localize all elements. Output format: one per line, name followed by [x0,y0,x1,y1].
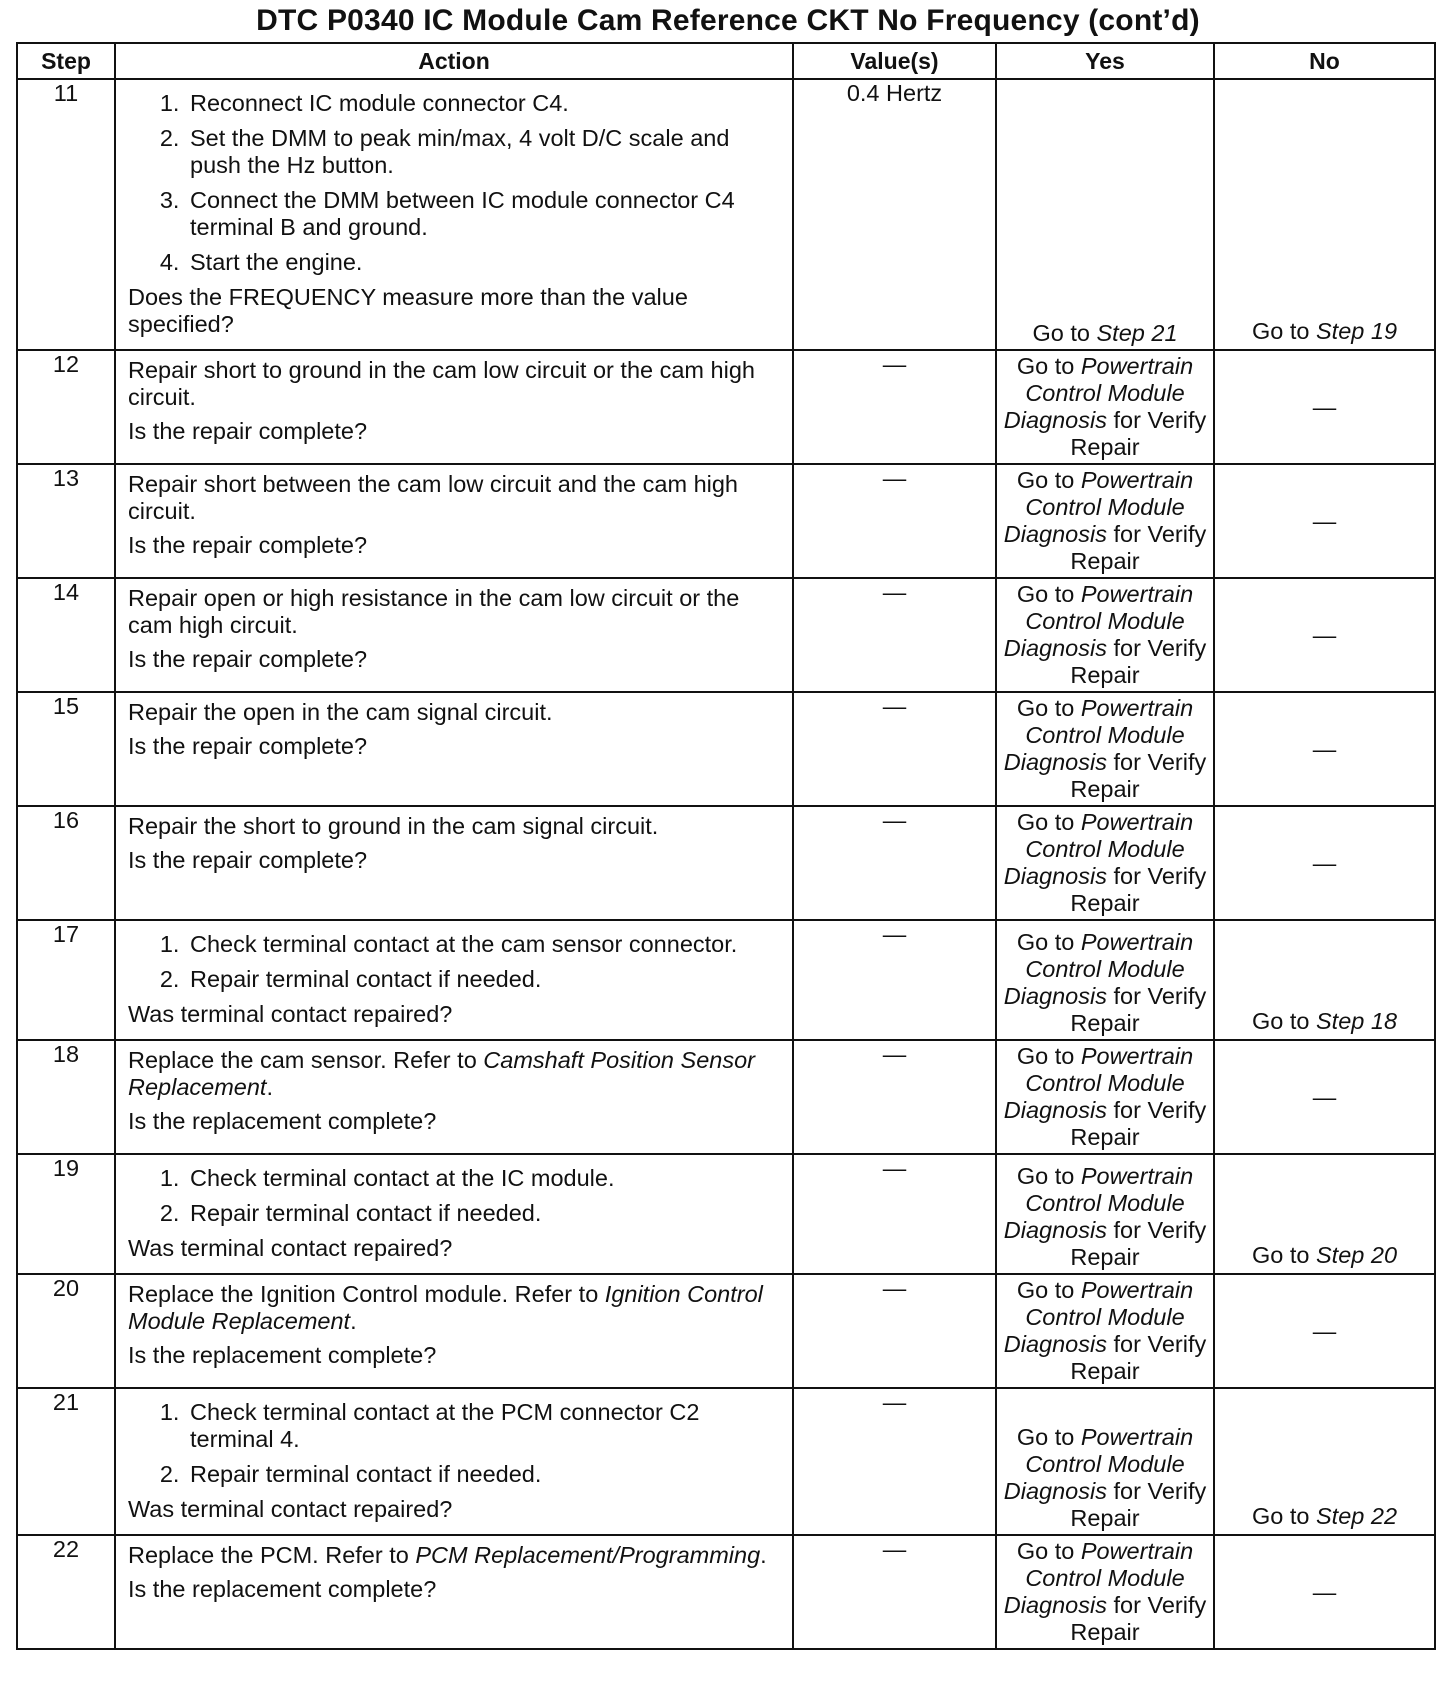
action-text: Repair the short to ground in the cam signal circuit. [128,813,659,839]
table-row [17,350,1435,464]
action-content [116,351,792,456]
action-content [116,1389,792,1534]
no-value: — [1312,393,1337,420]
table-row [17,1040,1435,1154]
action-content [116,579,792,684]
no-value: — [1312,507,1337,534]
procedure-reference: Powertrain Control Module Diagnosis [1003,467,1194,547]
action-question: Was terminal contact repaired? [128,1001,453,1027]
action-step: 4. Start the engine. [186,249,782,276]
action-cell [115,692,793,806]
step-number: 14 [17,578,115,692]
step-target: 18 [1370,1008,1398,1034]
step-number: 11 [17,79,115,350]
action-question: Is the replacement complete? [128,1342,437,1368]
step-word: Step [1096,320,1145,346]
action-question: Is the replacement complete? [128,1108,437,1134]
action-step: 1. Check terminal contact at the PCM connector C2 terminal 4. [186,1399,782,1453]
value-cell: — [793,1274,996,1388]
goto-label: Go to [1032,320,1090,346]
step-number: 16 [17,806,115,920]
header-action: Action [115,43,793,79]
verify-repair-text: for Verify Repair [1070,1217,1207,1270]
yes-goto [999,1538,1211,1646]
no-value: — [1312,1083,1337,1110]
action-text [128,1047,782,1101]
action-cell [115,79,793,350]
yes-goto [999,929,1211,1037]
yes-cell [996,1274,1214,1388]
goto-label: Go to [1016,695,1075,721]
action-cell [115,578,793,692]
no-cell [1214,1154,1435,1274]
procedure-reference: Powertrain Control Module Diagnosis [1003,1424,1194,1504]
procedure-reference: Powertrain Control Module Diagnosis [1003,581,1194,661]
yes-cell [996,1388,1214,1535]
value-cell: — [793,1040,996,1154]
goto-label: Go to [1016,1277,1075,1303]
yes-goto [999,1163,1211,1271]
action-steps-list [128,1165,782,1227]
verify-repair-text: for Verify Repair [1070,521,1207,574]
procedure-reference: Powertrain Control Module Diagnosis [1003,1277,1194,1357]
verify-repair-text: for Verify Repair [1070,1592,1207,1645]
no-cell [1214,79,1435,350]
value-cell: — [793,1388,996,1535]
verify-repair-text: for Verify Repair [1070,749,1207,802]
verify-repair-text: for Verify Repair [1070,635,1207,688]
procedure-reference: Camshaft Position Sensor Replacement [128,1047,755,1100]
step-number: 21 [17,1388,115,1535]
step-target: 19 [1370,318,1398,344]
action-text-lead: Replace the Ignition Control module. Refer to [128,1281,599,1307]
goto-label: Go to [1016,467,1075,493]
value-cell: — [793,806,996,920]
verify-repair-text: for Verify Repair [1070,1097,1207,1150]
table-row [17,806,1435,920]
yes-goto [999,467,1211,575]
yes-cell [996,806,1214,920]
step-number: 17 [17,920,115,1040]
action-step: 2. Repair terminal contact if needed. [186,966,782,993]
procedure-reference: Powertrain Control Module Diagnosis [1003,695,1194,775]
action-cell [115,1388,793,1535]
step-reference [1097,320,1178,346]
yes-cell [996,1535,1214,1649]
action-text-lead: Replace the PCM. Refer to [128,1542,409,1568]
header-step: Step [17,43,115,79]
action-text [128,1281,782,1335]
yes-goto [999,320,1211,347]
action-step: 2. Set the DMM to peak min/max, 4 volt D/C scale and push the Hz button. [186,125,782,179]
no-cell [1214,578,1435,692]
step-number: 15 [17,692,115,806]
no-value: — [1312,1317,1337,1344]
no-cell [1214,1388,1435,1535]
action-step: 1. Reconnect IC module connector C4. [186,90,782,117]
action-step: 2. Repair terminal contact if needed. [186,1461,782,1488]
action-text-end: . [350,1308,357,1334]
value-cell: — [793,1535,996,1649]
action-content [116,1275,792,1380]
step-reference [1316,1503,1397,1529]
procedure-reference: Powertrain Control Module Diagnosis [1003,809,1194,889]
no-cell [1214,464,1435,578]
step-reference [1316,318,1397,344]
action-question: Is the repair complete? [128,418,368,444]
value-cell: — [793,920,996,1040]
table-row [17,1388,1435,1535]
yes-cell [996,578,1214,692]
action-cell [115,1040,793,1154]
action-question: Is the repair complete? [128,532,368,558]
step-target: 21 [1151,320,1178,346]
table-row [17,692,1435,806]
step-word: Step [1316,1242,1365,1268]
step-number: 22 [17,1535,115,1649]
action-content [116,1155,792,1273]
page-title: DTC P0340 IC Module Cam Reference CKT No Frequency (cont’d) [256,4,1200,37]
procedure-reference: Ignition Control Module Replacement [128,1281,763,1334]
yes-goto [999,695,1211,803]
step-number: 18 [17,1040,115,1154]
action-step: 2. Repair terminal contact if needed. [186,1200,782,1227]
verify-repair-text: for Verify Repair [1070,863,1207,916]
goto-label: Go to [1016,809,1075,835]
no-value: — [1312,735,1337,762]
header-no: No [1214,43,1435,79]
action-content [116,1041,792,1146]
goto-label: Go to [1251,1008,1310,1034]
goto-label: Go to [1016,581,1075,607]
yes-cell [996,350,1214,464]
action-content [116,465,792,570]
action-content [116,80,792,349]
yes-goto [999,353,1211,461]
goto-label: Go to [1016,1163,1075,1189]
action-step: 1. Check terminal contact at the cam sensor connector. [186,931,782,958]
action-steps-list [128,90,782,276]
no-cell [1214,1274,1435,1388]
no-cell [1214,1040,1435,1154]
goto-label: Go to [1251,1242,1310,1268]
action-cell [115,464,793,578]
yes-cell [996,1040,1214,1154]
action-step: 1. Check terminal contact at the IC module. [186,1165,782,1192]
action-question: Is the replacement complete? [128,1576,437,1602]
value-cell: — [793,1154,996,1274]
header-yes: Yes [996,43,1214,79]
procedure-reference: PCM Replacement/Programming [415,1542,761,1568]
verify-repair-text: for Verify Repair [1070,407,1207,460]
procedure-reference: Powertrain Control Module Diagnosis [1003,1163,1194,1243]
action-text-end: . [266,1074,273,1100]
action-content [116,921,792,1039]
goto-label: Go to [1016,353,1075,379]
yes-goto [999,809,1211,917]
action-question: Is the repair complete? [128,646,368,672]
action-cell [115,1535,793,1649]
header-values: Value(s) [793,43,996,79]
step-word: Step [1316,1503,1365,1529]
goto-label: Go to [1251,1503,1310,1529]
procedure-reference: Powertrain Control Module Diagnosis [1003,1538,1194,1618]
table-row [17,578,1435,692]
no-value: — [1312,621,1337,648]
step-reference [1316,1242,1397,1268]
action-text-end: . [760,1542,767,1568]
step-number: 13 [17,464,115,578]
action-steps-list [128,1399,782,1488]
action-cell [115,1274,793,1388]
action-text: Repair short between the cam low circuit and the cam high circuit. [128,471,739,524]
action-text: Repair open or high resistance in the cam low circuit or the cam high circuit. [128,585,740,638]
action-question: Is the repair complete? [128,847,368,873]
goto-label: Go to [1016,1043,1075,1069]
no-value: — [1312,849,1337,876]
action-text-lead: Replace the cam sensor. Refer to [128,1047,477,1073]
step-word: Step [1316,318,1365,344]
no-cell [1214,806,1435,920]
step-number: 20 [17,1274,115,1388]
yes-goto [999,1043,1211,1151]
step-number: 12 [17,350,115,464]
yes-cell [996,1154,1214,1274]
no-cell [1214,920,1435,1040]
goto-label: Go to [1016,929,1075,955]
value-cell: — [793,464,996,578]
table-row [17,920,1435,1040]
action-steps-list [128,931,782,993]
step-word: Step [1316,1008,1365,1034]
table-header-row [17,43,1435,79]
no-cell [1214,350,1435,464]
table-row [17,464,1435,578]
verify-repair-text: for Verify Repair [1070,983,1207,1036]
yes-cell [996,920,1214,1040]
action-question: Was terminal contact repaired? [128,1235,453,1261]
no-cell [1214,692,1435,806]
goto-label: Go to [1016,1424,1075,1450]
action-question: Was terminal contact repaired? [128,1496,453,1522]
action-cell [115,920,793,1040]
no-value: — [1312,1578,1337,1605]
step-reference [1316,1008,1397,1034]
action-text: Repair short to ground in the cam low circuit or the cam high circuit. [128,357,755,410]
diagnostic-table [16,42,1436,1650]
procedure-reference: Powertrain Control Module Diagnosis [1003,929,1194,1009]
action-question: Is the repair complete? [128,733,368,759]
yes-cell [996,79,1214,350]
table-row [17,1274,1435,1388]
action-content [116,807,792,885]
yes-cell [996,692,1214,806]
action-cell [115,350,793,464]
verify-repair-text: for Verify Repair [1070,1331,1207,1384]
value-cell: — [793,578,996,692]
action-content [116,1536,792,1614]
action-text [128,1542,782,1569]
procedure-reference: Powertrain Control Module Diagnosis [1003,353,1194,433]
no-cell [1214,1535,1435,1649]
goto-label: Go to [1251,318,1310,344]
action-text: Repair the open in the cam signal circuit. [128,699,553,725]
action-content [116,693,792,771]
goto-label: Go to [1016,1538,1075,1564]
action-question: Does the FREQUENCY measure more than the value specified? [128,284,688,337]
table-row [17,1535,1435,1649]
step-number: 19 [17,1154,115,1274]
table-row [17,1154,1435,1274]
table-row [17,79,1435,350]
procedure-reference: Powertrain Control Module Diagnosis [1003,1043,1194,1123]
table-body [17,79,1435,1649]
yes-cell [996,464,1214,578]
verify-repair-text: for Verify Repair [1070,1478,1207,1531]
action-cell [115,806,793,920]
value-cell: — [793,692,996,806]
action-step: 3. Connect the DMM between IC module connector C4 terminal B and ground. [186,187,782,241]
value-cell: — [793,350,996,464]
yes-goto [999,1277,1211,1385]
action-cell [115,1154,793,1274]
value-cell: 0.4 Hertz [793,79,996,350]
step-target: 22 [1370,1503,1398,1529]
step-target: 20 [1370,1242,1398,1268]
yes-goto [999,581,1211,689]
yes-goto [999,1424,1211,1532]
